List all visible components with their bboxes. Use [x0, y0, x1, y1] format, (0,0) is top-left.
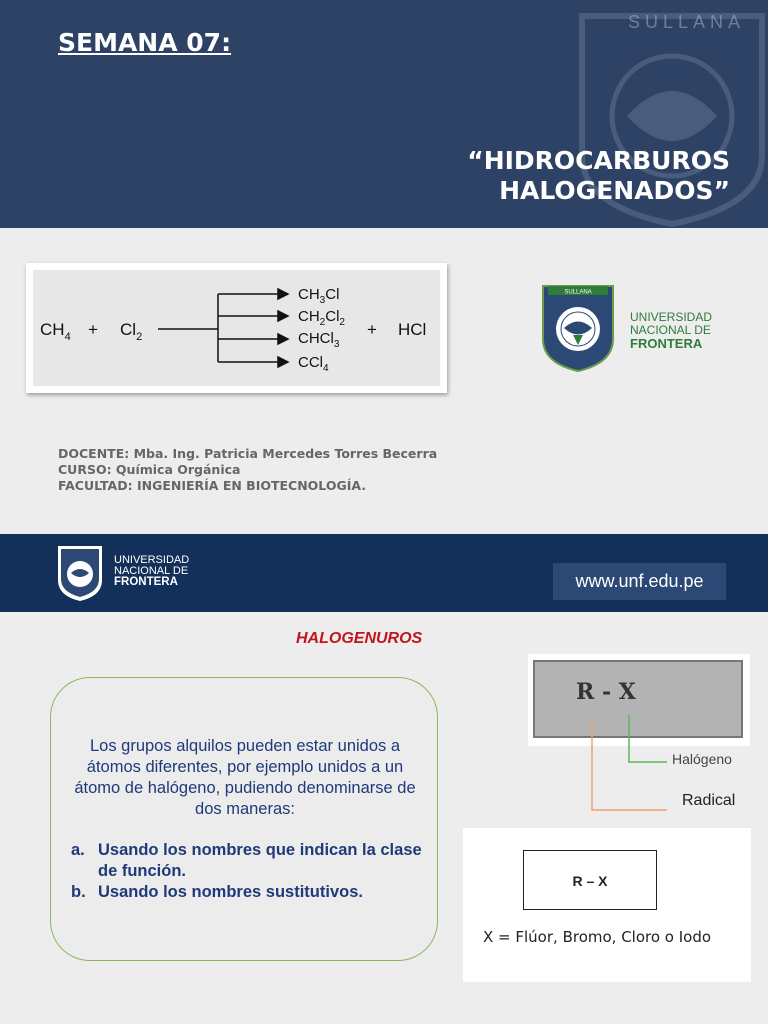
naming-methods-list	[71, 840, 431, 903]
plus-sign-2: +	[367, 320, 377, 339]
list-marker: b.	[71, 883, 86, 901]
formula-image	[528, 654, 750, 746]
footer-band	[0, 534, 768, 612]
slide-title	[467, 146, 730, 206]
footer-line-1: UNIVERSIDAD	[114, 554, 190, 566]
reactant-cl2: $Cl_2$	[120, 320, 143, 343]
explanation-paragraph: Los grupos alquilos pueden estar unidos a átomos diferentes, por ejemplo unidos a un átomo de halógeno, pudiendo denominarse de dos maneras:	[74, 737, 416, 818]
list-item-text: Usando los nombres sustitutivos.	[98, 883, 363, 901]
docente-line: DOCENTE: Mba. Ing. Patricia Mercedes Torres Becerra	[58, 446, 438, 461]
title-line-1: “HIDROCARBUROS	[467, 146, 730, 175]
university-logo	[540, 283, 713, 378]
formula-image-frame	[533, 660, 743, 738]
logo-line-3: FRONTERA	[630, 336, 703, 351]
logo-line-2: NACIONAL DE	[630, 323, 711, 337]
radical-label: Radical	[682, 792, 736, 809]
reaction-arrows	[158, 289, 288, 367]
definition-figure	[463, 828, 751, 982]
course-info	[58, 446, 437, 494]
byproduct-hcl: HCl	[398, 320, 427, 339]
logo-line-1: UNIVERSIDAD	[630, 310, 713, 324]
list-item	[71, 840, 431, 882]
week-label: SEMANA 07:	[58, 28, 232, 57]
product-ch2cl2: $CH_2Cl_2$	[298, 308, 345, 328]
footer-line-2: NACIONAL DE	[114, 565, 189, 577]
footer-line-3: FRONTERA	[114, 576, 178, 588]
website-link[interactable]: www.unf.edu.pe	[553, 563, 726, 600]
watermark-text: SULLANA	[628, 12, 746, 32]
logo-text	[630, 311, 712, 350]
list-marker: a.	[71, 841, 85, 859]
title-header	[0, 0, 768, 228]
reactant-ch4: $CH_4$	[40, 320, 71, 343]
svg-text:SULLANA: SULLANA	[564, 289, 592, 296]
footer-logo-text	[114, 555, 189, 588]
explanation-card	[50, 677, 438, 961]
formula-box: R – X	[523, 850, 657, 910]
product-ccl4: CCl$_4$	[298, 354, 329, 374]
product-chcl3: CHCl$_3$	[298, 330, 340, 350]
list-item-text: Usando los nombres que indican la clase de función.	[98, 841, 422, 880]
footer-shield-icon	[56, 544, 104, 602]
plus-sign-1: +	[88, 320, 98, 339]
formula-image-text: R - X	[576, 679, 636, 705]
section-heading: HALOGENUROS	[296, 630, 423, 647]
curso-line: CURSO: Química Orgánica	[58, 462, 241, 477]
facultad-line: FACULTAD: INGENIERÍA EN BIOTECNOLOGÍA.	[58, 478, 367, 493]
reaction-figure	[26, 263, 447, 393]
list-item	[71, 882, 431, 903]
title-line-2: HALOGENADOS”	[499, 176, 730, 205]
shield-icon	[540, 283, 616, 373]
halogen-definition: X = Flúor, Bromo, Cloro o Iodo	[483, 928, 712, 946]
halogen-label: Halógeno	[672, 751, 732, 767]
reaction-diagram	[26, 263, 447, 393]
product-ch3cl: $CH_3Cl$	[298, 286, 340, 306]
